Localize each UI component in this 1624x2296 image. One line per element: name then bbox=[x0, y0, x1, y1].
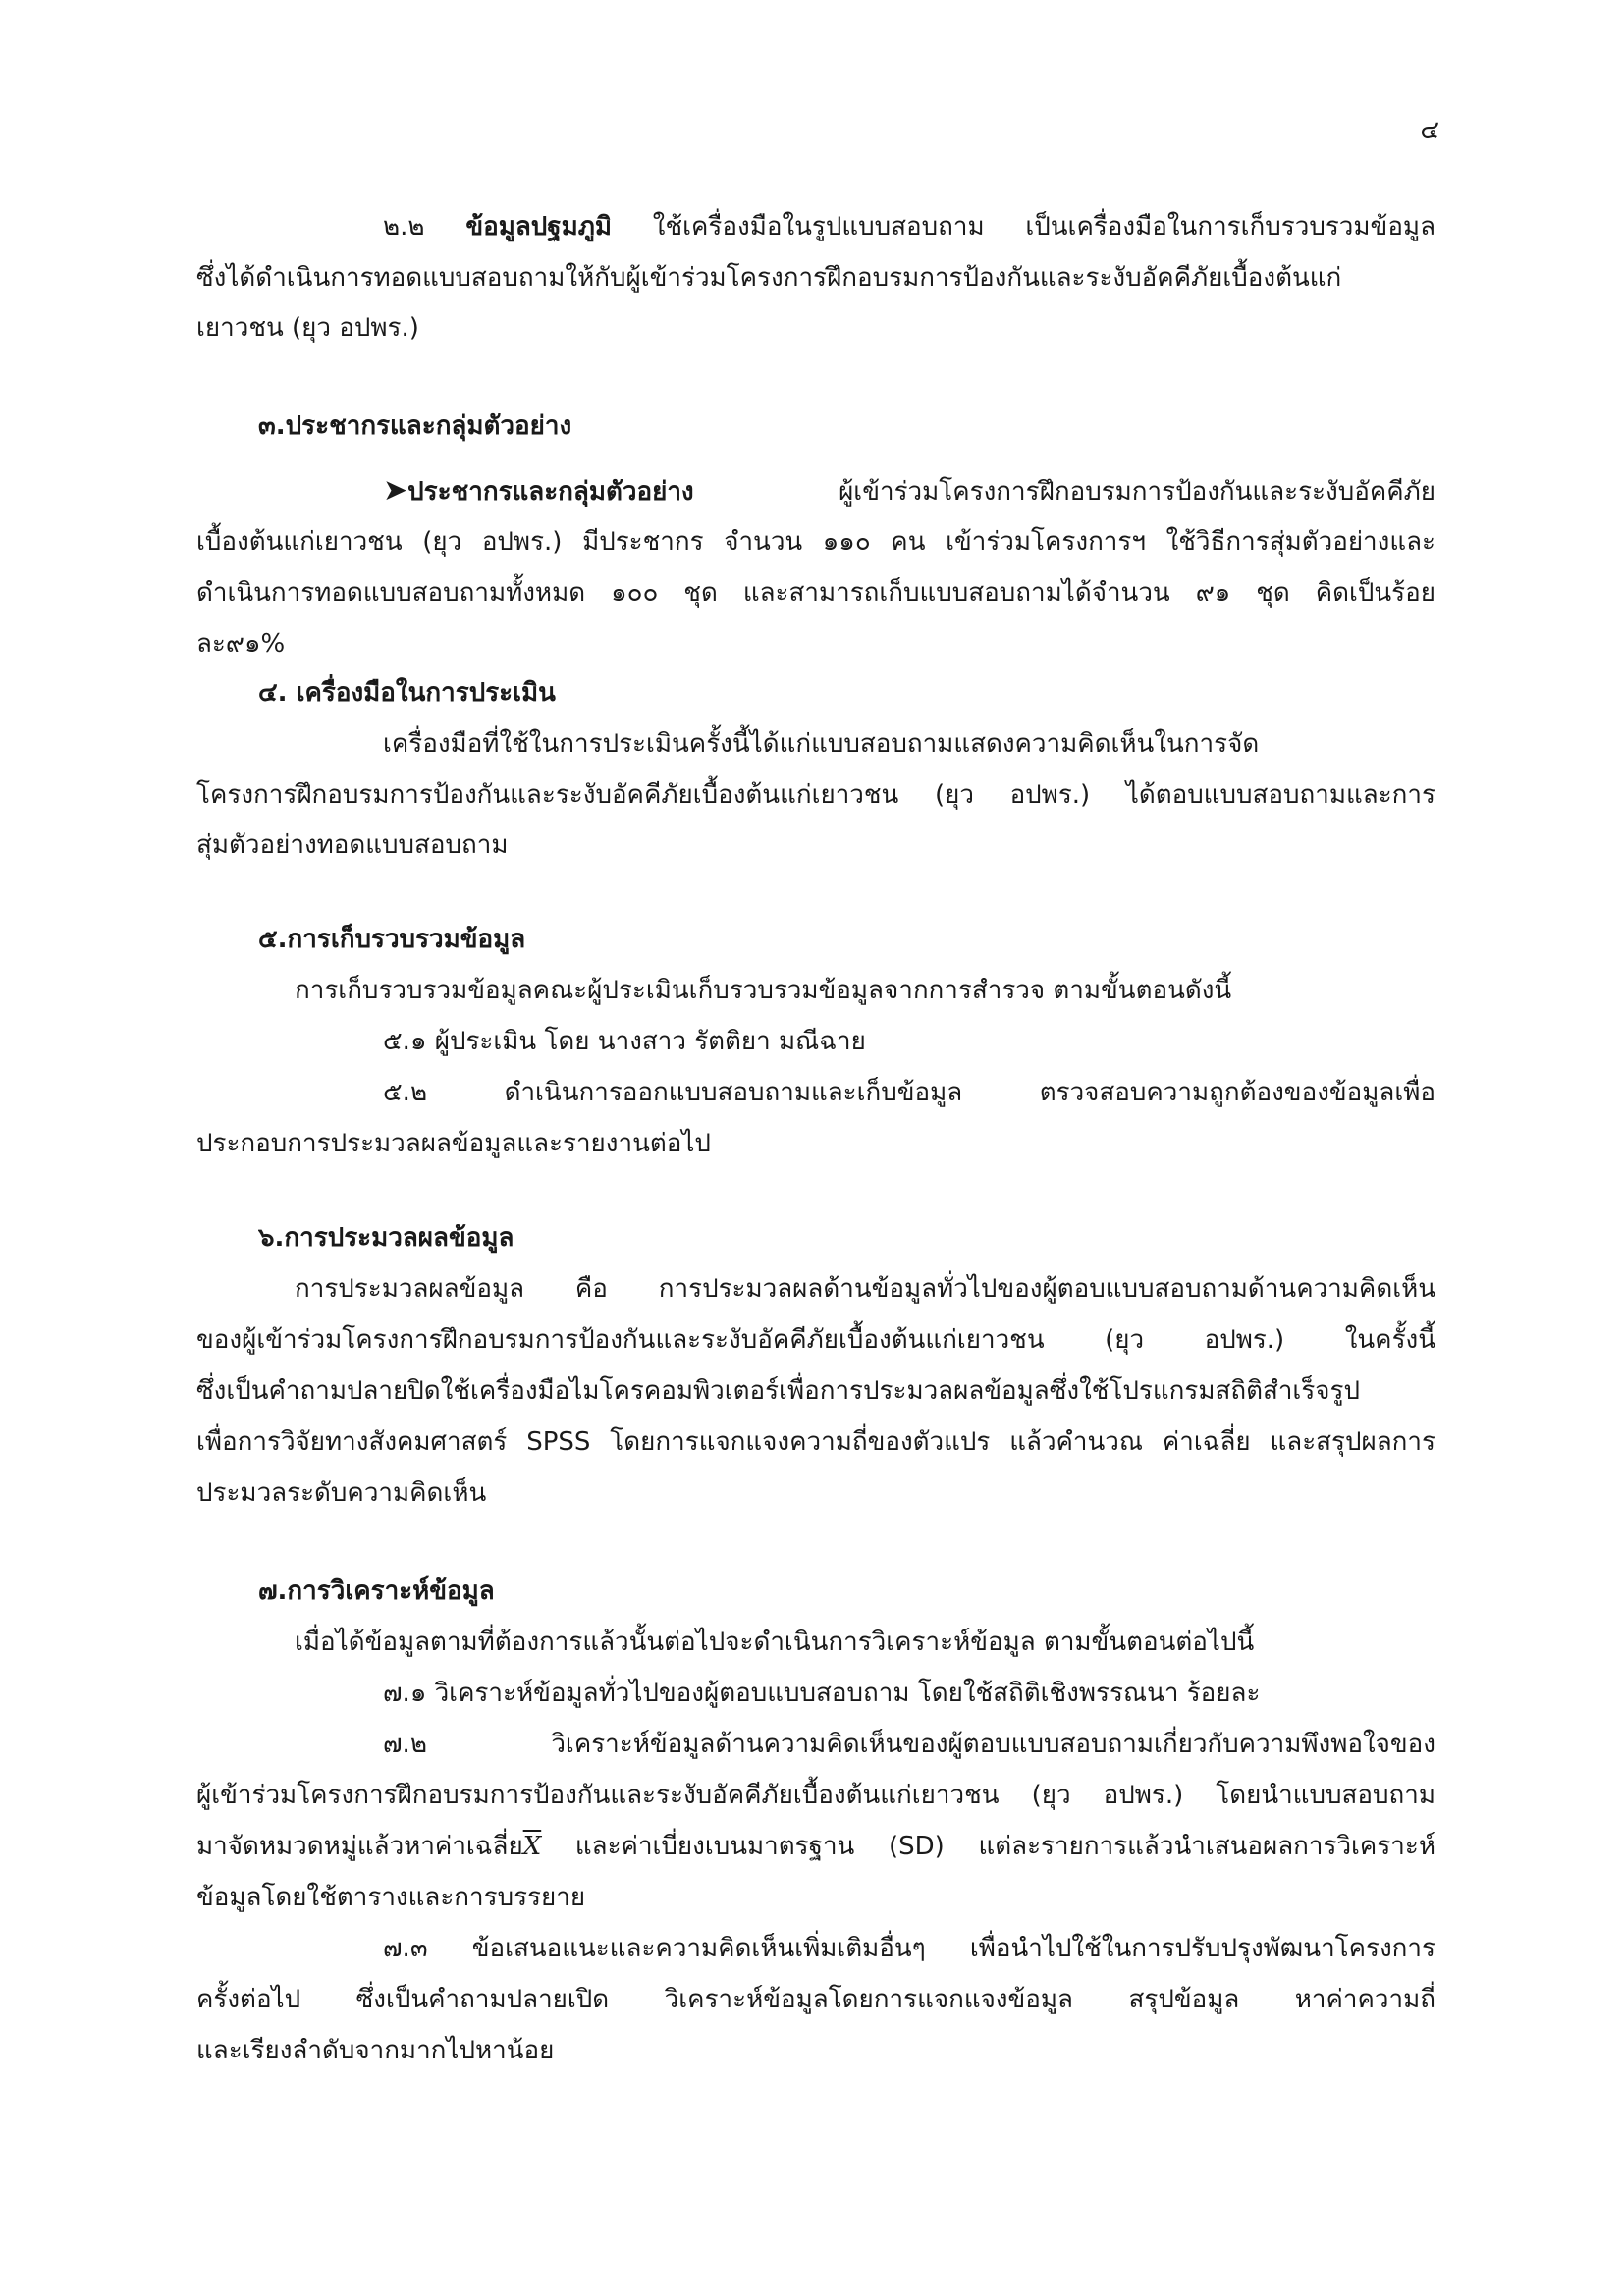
s3-line-4: ละ๙๑% bbox=[196, 629, 286, 659]
s7-item-2-line-3-b: และค่าเบี่ยงเบนมาตรฐาน (SD) แต่ละรายการแล้วนำเสนอผลการวิเคราะห์ bbox=[541, 1832, 1435, 1861]
s6-line-2: ของผู้เข้าร่วมโครงการฝึกอบรมการป้องกันและระงับอัคคีภัยเบื้องต้นแก่เยาวชน (ยุว อปพร.) ในครั้งนี้ bbox=[196, 1325, 1435, 1355]
s7-item-1: ๗.๑ วิเคราะห์ข้อมูลทั่วไปของผู้ตอบแบบสอบถาม โดยใช้สถิติเชิงพรรณนา ร้อยละ bbox=[383, 1679, 1261, 1708]
s3-bullet-label: ประชากรและกลุ่มตัวอย่าง bbox=[407, 477, 694, 507]
s7-item-3-line-1: ๗.๓ ข้อเสนอแนะและความคิดเห็นเพิ่มเติมอื่นๆ เพื่อนำไปใช้ในการปรับปรุงพัฒนาโครงการ bbox=[383, 1934, 1435, 1963]
p22-line-3: เยาวชน (ยุว อปพร.) bbox=[196, 313, 419, 343]
s7-intro: เมื่อได้ข้อมูลตามที่ต้องการแล้วนั้นต่อไปจะดำเนินการวิเคราะห์ข้อมูล ตามขั้นตอนต่อไปนี้ bbox=[295, 1628, 1255, 1657]
section-6-heading: ๖.การประมวลผลข้อมูล bbox=[258, 1223, 514, 1253]
s7-item-2-line-2: ผู้เข้าร่วมโครงการฝึกอบรมการป้องกันและระงับอัคคีภัยเบื้องต้นแก่เยาวชน (ยุว อปพร.) โดยนำแบบสอบถาม bbox=[196, 1781, 1435, 1810]
s4-line-1: เครื่องมือที่ใช้ในการประเมินครั้งนี้ได้แก่แบบสอบถามแสดงความคิดเห็นในการจัด bbox=[383, 729, 1260, 759]
s6-line-3: ซึ่งเป็นคำถามปลายปิดใช้เครื่องมือไมโครคอมพิวเตอร์เพื่อการประมวลผลข้อมูลซึ่งใช้โปรแกรมสถิติสำเร็จรูป bbox=[196, 1376, 1360, 1406]
s5-intro: การเก็บรวบรวมข้อมูลคณะผู้ประเมินเก็บรวบรวมข้อมูลจากการสำรวจ ตามขั้นตอนดังนี้ bbox=[295, 976, 1232, 1005]
mean-symbol: $\overline{X}$ bbox=[522, 1832, 542, 1861]
s5-item-2-line-1: ๕.๒ ดำเนินการออกแบบสอบถามและเก็บข้อมูล ตรวจสอบความถูกต้องของข้อมูลเพื่อ bbox=[383, 1078, 1435, 1107]
s4-line-2: โครงการฝึกอบรมการป้องกันและระงับอัคคีภัยเบื้องต้นแก่เยาวชน (ยุว อปพร.) ได้ตอบแบบสอบถามและการ bbox=[196, 780, 1435, 810]
p22-label: ข้อมูลปฐมภูมิ bbox=[465, 212, 613, 241]
section-7-heading: ๗.การวิเคราะห์ข้อมูล bbox=[258, 1576, 495, 1606]
s7-item-2-line-4: ข้อมูลโดยใช้ตารางและการบรรยาย bbox=[196, 1883, 586, 1912]
bullet-arrow-icon: ➤ bbox=[383, 473, 408, 507]
s6-line-5: ประมวลระดับความคิดเห็น bbox=[196, 1478, 487, 1508]
p22-number: ๒.๒ bbox=[383, 212, 466, 241]
s6-line-1: การประมวลผลข้อมูล คือ การประมวลผลด้านข้อมูลทั่วไปของผู้ตอบแบบสอบถามด้านความคิดเห็น bbox=[295, 1274, 1435, 1304]
section-3-heading: ๓.ประชากรและกลุ่มตัวอย่าง bbox=[258, 411, 572, 441]
p22-line-2: ซึ่งได้ดำเนินการทอดแบบสอบถามให้กับผู้เข้าร่วมโครงการฝึกอบรมการป้องกันและระงับอัคคีภัยเบื้องต้นแก่ bbox=[196, 263, 1342, 293]
s6-line-4: เพื่อการวิจัยทางสังคมศาสตร์ SPSS โดยการแจกแจงความถี่ของตัวแปร แล้วคำนวณ ค่าเฉลี่ย และสรุปผลการ bbox=[196, 1427, 1435, 1457]
section-5-heading: ๕.การเก็บรวบรวมข้อมูล bbox=[258, 925, 526, 954]
s3-line-3: ดำเนินการทอดแบบสอบถามทั้งหมด ๑๐๐ ชุด และสามารถเก็บแบบสอบถามได้จำนวน ๙๑ ชุด คิดเป็นร้อย bbox=[196, 578, 1435, 608]
p22-line1-text: ใช้เครื่องมือในรูปแบบสอบถาม เป็นเครื่องมือในการเก็บรวบรวมข้อมูล bbox=[612, 212, 1435, 241]
s3-line1-text: ผู้เข้าร่วมโครงการฝึกอบรมการป้องกันและระงับอัคคีภัย bbox=[693, 477, 1435, 507]
s7-item-2-line-3 bbox=[196, 1822, 1435, 1871]
page-number: ๔ bbox=[1420, 116, 1439, 145]
s3-line-2: เบื้องต้นแก่เยาวชน (ยุว อปพร.) มีประชากร จำนวน ๑๑๐ คน เข้าร่วมโครงการฯ ใช้วิธีการสุ่มตัวอย่างและ bbox=[196, 527, 1435, 557]
s5-item-2-line-2: ประกอบการประมวลผลข้อมูลและรายงานต่อไป bbox=[196, 1129, 711, 1158]
s7-item-3-line-3: และเรียงลำดับจากมากไปหาน้อย bbox=[196, 2036, 555, 2065]
s7-item-2-line-1: ๗.๒ วิเคราะห์ข้อมูลด้านความคิดเห็นของผู้ตอบแบบสอบถามเกี่ยวกับความพึงพอใจของ bbox=[383, 1730, 1435, 1759]
section-4-heading: ๔. เครื่องมือในการประเมิน bbox=[258, 678, 556, 708]
s3-line-1 bbox=[383, 466, 1435, 515]
s5-item-1: ๕.๑ ผู้ประเมิน โดย นางสาว รัตติยา มณีฉาย bbox=[383, 1027, 866, 1056]
s4-line-3: สุ่มตัวอย่างทอดแบบสอบถาม bbox=[196, 830, 509, 860]
s7-item-3-line-2: ครั้งต่อไป ซึ่งเป็นคำถามปลายเปิด วิเคราะห์ข้อมูลโดยการแจกแจงข้อมูล สรุปข้อมูล หาค่าความถี่ bbox=[196, 1985, 1435, 2014]
s7-item-2-line-3-a: มาจัดหมวดหมู่แล้วหาค่าเฉลี่ย bbox=[196, 1832, 523, 1861]
p22-line-1 bbox=[383, 202, 1435, 251]
